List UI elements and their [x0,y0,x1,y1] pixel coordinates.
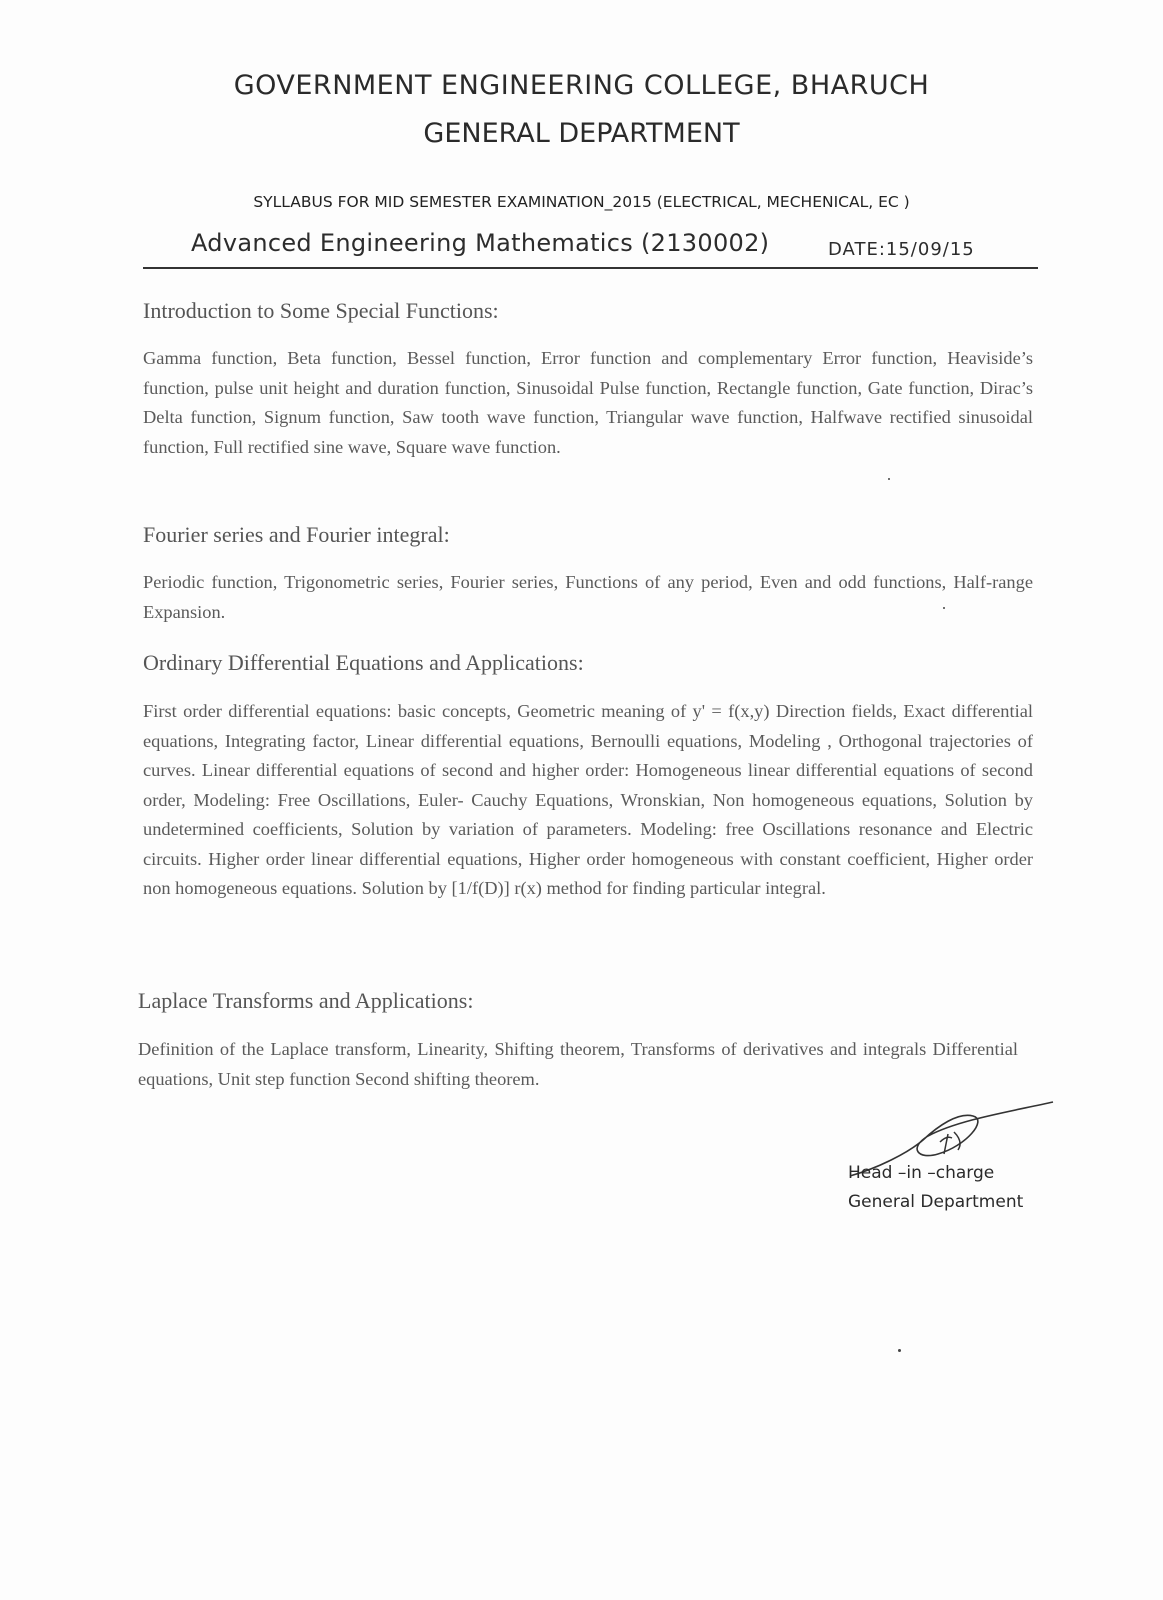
section-heading-special-functions: Introduction to Some Special Functions: [143,298,499,323]
section-heading-ode: Ordinary Differential Equations and Applications: [143,650,584,675]
section-heading-laplace: Laplace Transforms and Applications: [138,988,474,1013]
header-divider [143,267,1038,269]
scan-speck [888,478,890,480]
section-body-fourier: Periodic function, Trigonometric series, Fourier series, Functions of any period, Even and odd functions, Half-range Expansion. [143,572,1033,622]
signatory-department: General Department [848,1192,1024,1212]
section-body-ode: First order differential equations: basic concepts, Geometric meaning of y' = f(x,y) Direction fields, Exact differential equations, Integrating factor, Linear differential equations, Bernoulli equations, Modeling , Orthogonal trajectories of curves. Linear differential equations of second and higher order: Homogeneous linear differential equations of second order, Modeling: Free Oscillations, Euler- Cauchy Equations, Wronskian, Non homogeneous equations, Solution by undetermined coefficients, Solution by variation of parameters. Modeling: free Oscillations resonance and Electric circuits. Higher order linear differential equations, Higher order homogeneous with constant coefficient, Higher order non homogeneous equations. Solution by [1/f(D)] r(x) method for finding particular integral. [143,701,1033,898]
scan-speck [898,1349,901,1352]
section-body-laplace: Definition of the Laplace transform, Linearity, Shifting theorem, Transforms of derivatives and integrals Differential equations, Unit step function Second shifting theorem. [138,1039,1018,1089]
department-name: GENERAL DEPARTMENT [423,118,740,149]
section-heading-fourier: Fourier series and Fourier integral: [143,522,450,547]
exam-date: DATE:15/09/15 [828,239,975,260]
subject-title: Advanced Engineering Mathematics (2130002) [191,229,770,257]
section-body-special-functions: Gamma function, Beta function, Bessel function, Error function and complementary Error function, Heaviside’s function, pulse unit height and duration function, Sinusoidal Pulse function, Rectangle function, Gate function, Dirac’s Delta function, Signum function, Saw tooth wave function, Triangular wave function, Halfwave rectified sinusoidal function, Full rectified sine wave, Square wave function. [143,348,1033,457]
signatory-role: Head –in –charge [848,1163,995,1183]
college-name: GOVERNMENT ENGINEERING COLLEGE, BHARUCH [233,70,930,101]
scan-speck [943,607,945,609]
syllabus-title: SYLLABUS FOR MID SEMESTER EXAMINATION_2015 (ELECTRICAL, MECHENICAL, EC ) [253,193,910,211]
